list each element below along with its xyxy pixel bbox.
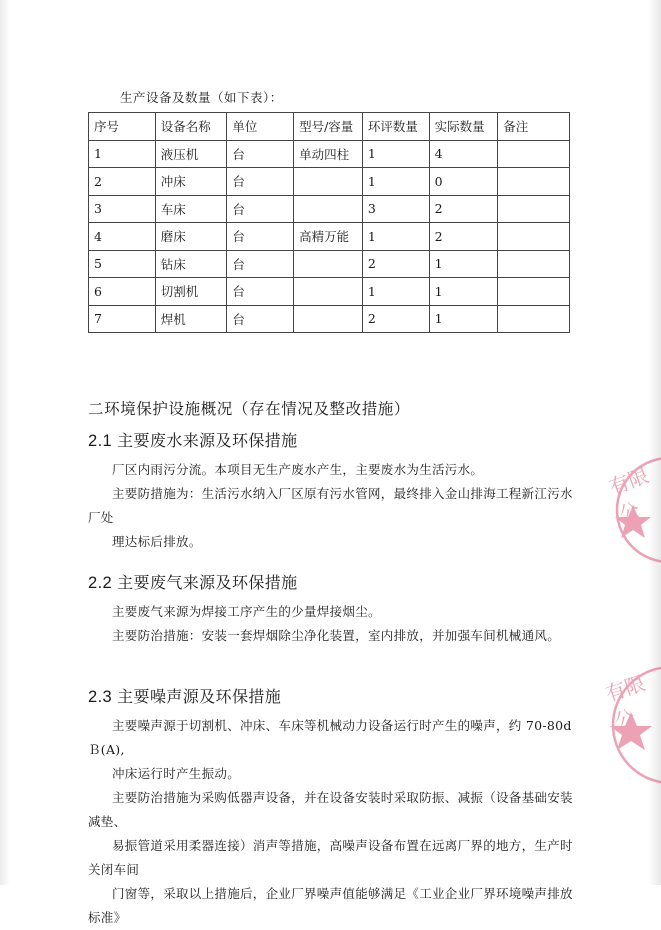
- cell-note: [498, 195, 570, 223]
- table-row: [89, 305, 570, 333]
- seal-top-text: 有限公: [605, 463, 652, 527]
- cell-unit: 台: [227, 195, 294, 223]
- subsection-2-1-body: [88, 458, 574, 554]
- header-cell: 备注: [498, 113, 570, 141]
- section-title: 二环境保护设施概况（存在情况及整改措施）: [88, 400, 411, 418]
- cell-model: 高精万能: [294, 223, 363, 251]
- cell-name: 冲床: [155, 168, 227, 196]
- cell-no: 1: [89, 140, 156, 168]
- subsection-2-3-title: [88, 684, 281, 707]
- paragraph-continuation: 冲床运行时产生振动。: [112, 766, 241, 781]
- cell-note: [498, 140, 570, 168]
- cell-no: 2: [89, 168, 156, 196]
- paragraph-continuation: 易振管道采用柔器连接）消声等措施，高噪声设备布置在远离厂界的地方，生产时关闭车间: [88, 838, 573, 877]
- subsection-heading: 主要废水来源及环保措施: [117, 431, 298, 450]
- cell-note: [498, 223, 570, 251]
- cell-eia-qty: 3: [362, 195, 429, 223]
- table-row: [89, 223, 570, 251]
- table-row: [89, 168, 570, 196]
- subsection-number: 2.2: [88, 574, 113, 592]
- cell-no: 6: [89, 278, 156, 306]
- paragraph: 主要防治措施：安装一套焊烟除尘净化装置，室内排放，并加强车间机械通风。: [112, 628, 561, 643]
- cell-actual-qty: 1: [429, 305, 498, 333]
- subsection-2-2-body: [88, 600, 574, 648]
- cell-name: 切割机: [155, 278, 227, 306]
- cell-actual-qty: 1: [429, 250, 498, 278]
- cell-actual-qty: 4: [429, 140, 498, 168]
- subsection-2-3-body: [88, 714, 574, 930]
- seal-bottom-text: 有限公: [602, 670, 649, 734]
- cell-unit: 台: [227, 168, 294, 196]
- cell-note: [498, 250, 570, 278]
- cell-no: 5: [89, 250, 156, 278]
- cell-actual-qty: 0: [429, 168, 498, 196]
- cell-unit: 台: [227, 278, 294, 306]
- cell-model: [294, 278, 363, 306]
- cell-name: 液压机: [155, 140, 227, 168]
- subsection-2-2-title: [88, 570, 298, 593]
- equipment-table: [88, 112, 570, 333]
- cell-eia-qty: 2: [362, 305, 429, 333]
- cell-name: 焊机: [155, 305, 227, 333]
- header-cell: 型号/容量: [294, 113, 363, 141]
- cell-eia-qty: 1: [362, 168, 429, 196]
- table-row: [89, 140, 570, 168]
- cell-no: 4: [89, 223, 156, 251]
- cell-eia-qty: 1: [362, 278, 429, 306]
- table-row: [89, 195, 570, 223]
- header-cell: 实际数量: [429, 113, 498, 141]
- cell-model: [294, 195, 363, 223]
- paragraph: 主要噪声源于切割机、冲床、车床等机械动力设备运行时产生的噪声，约 70-80dＢ(A),: [88, 718, 572, 757]
- cell-note: [498, 278, 570, 306]
- cell-model: [294, 305, 363, 333]
- cell-eia-qty: 1: [362, 223, 429, 251]
- cell-actual-qty: 2: [429, 223, 498, 251]
- paragraph-continuation: 门窗等，采取以上措施后，企业厂界噪声值能够满足《工业企业厂界环境噪声排放标准》: [88, 886, 573, 925]
- header-cell: 序号: [89, 113, 156, 141]
- company-seal-bottom: [591, 660, 661, 790]
- cell-note: [498, 168, 570, 196]
- subsection-heading: 主要废气来源及环保措施: [117, 573, 298, 592]
- subsection-heading: 主要噪声源及环保措施: [117, 687, 282, 706]
- header-cell: 环评数量: [362, 113, 429, 141]
- paragraph: 主要废气来源为焊接工序产生的少量焊接烟尘。: [112, 604, 381, 619]
- cell-note: [498, 305, 570, 333]
- table-header-row: [89, 113, 570, 141]
- header-cell: 设备名称: [155, 113, 227, 141]
- cell-name: 钻床: [155, 250, 227, 278]
- header-cell: 单位: [227, 113, 294, 141]
- subsection-number: 2.3: [88, 688, 113, 706]
- cell-model: [294, 250, 363, 278]
- subsection-number: 2.1: [88, 432, 113, 450]
- cell-name: 磨床: [155, 223, 227, 251]
- cell-unit: 台: [227, 305, 294, 333]
- cell-actual-qty: 1: [429, 278, 498, 306]
- cell-eia-qty: 1: [362, 140, 429, 168]
- table-caption: 生产设备及数量（如下表）：: [120, 90, 283, 105]
- cell-model: 单动四柱: [294, 140, 363, 168]
- cell-name: 车床: [155, 195, 227, 223]
- cell-unit: 台: [227, 250, 294, 278]
- company-seal-top: [591, 455, 661, 565]
- paragraph: 厂区内雨污分流。本项目无生产废水产生，主要废水为生活污水。: [112, 462, 484, 477]
- cell-no: 7: [89, 305, 156, 333]
- paragraph-continuation: 理达标后排放。: [112, 534, 202, 549]
- table-row: [89, 278, 570, 306]
- cell-unit: 台: [227, 223, 294, 251]
- cell-unit: 台: [227, 140, 294, 168]
- cell-no: 3: [89, 195, 156, 223]
- table-row: [89, 250, 570, 278]
- cell-eia-qty: 2: [362, 250, 429, 278]
- cell-model: [294, 168, 363, 196]
- subsection-2-1-title: [88, 428, 298, 451]
- paragraph: 主要防措施为：生活污水纳入厂区原有污水管网，最终排入金山排海工程新江污水厂处: [88, 486, 573, 525]
- cell-actual-qty: 2: [429, 195, 498, 223]
- paragraph: 主要防治措施为采购低器声设备，并在设备安装时采取防振、减振（设备基础安装减垫、: [88, 790, 573, 829]
